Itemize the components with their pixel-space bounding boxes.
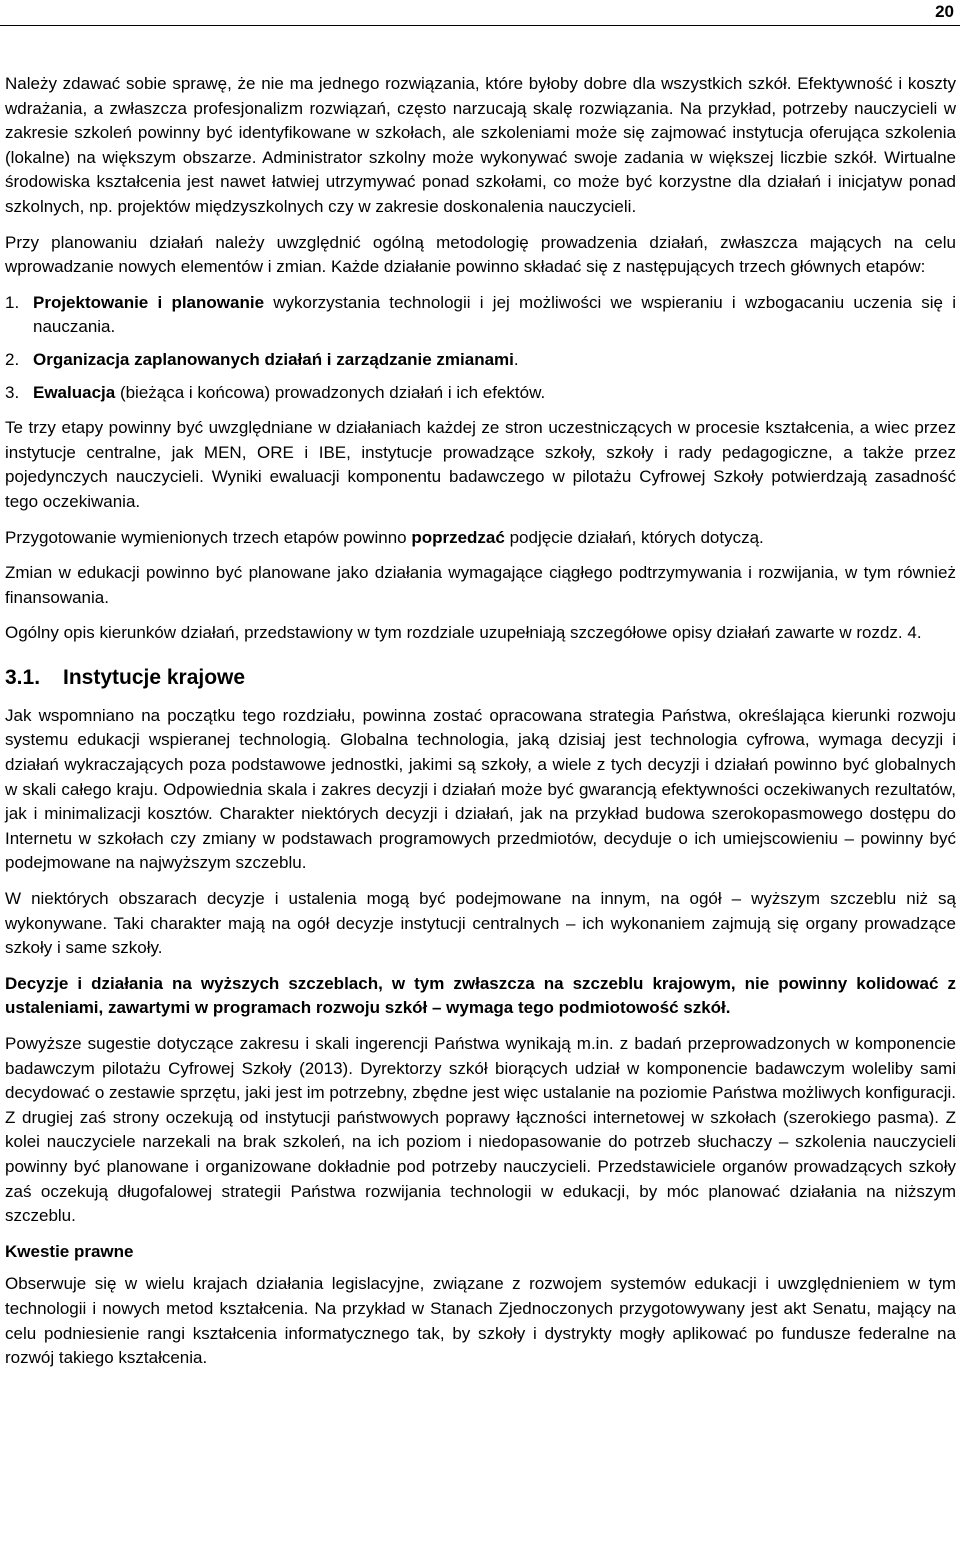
list-item (5, 291, 956, 340)
bold-statement: Decyzje i działania na wyższych szczeblach, w tym zwłaszcza na szczeblu krajowym, nie powinny kolidować z ustaleniami, zawartymi w programach rozwoju szkół – wymaga tego podmiotowość szkół. (5, 973, 956, 1018)
list-item-rest: . (513, 349, 519, 369)
section-paragraph-1: Jak wspomniano na początku tego rozdziału, powinna zostać opracowana strategia Państwa, określająca kierunki rozwoju systemu edukacji wspieranej technologią. Globalna technologia, jaką dzisiaj jest technologia cyfrowa, wymaga decyzji i działań wykraczających poza podstawowe jednostki, jakimi są szkoły, a wiele z tych decyzji i działań powinno być globalnych w skali całego kraju. Odpowiednia skala i zakres decyzji i działań może być gwarancją efektywności oczekiwanych rezultatów, jak i minimalizacji kosztów. Charakter niektórych decyzji i działań, jak na przykład budowa szerokopasmowego dostępu do Internetu w szkołach czy zmiany w podstawach programowych przedmiotów, decyduje o ich umiejscowieniu – powinny być podejmowane na najwyższym szczeblu. (5, 705, 956, 873)
list-item-text (33, 381, 956, 406)
section-paragraph-4: Powyższe sugestie dotyczące zakresu i skali ingerencji Państwa wynikają m.in. z badań przeprowadzonych w komponencie badawczym pilotażu Cyfrowej Szkoły (2013). Dyrektorzy szkół biorących udział w komponencie badawczym woleliby sami decydować o zestawie sprzętu, jaki jest im potrzebny, zbędne jest więc ustalanie na poziomie Państwa możliwych konfiguracji. Z drugiej zaś strony oczekują od instytucji państwowych poprawy łączności internetowej w szkołach (szerokiego pasma). Z kolei nauczyciele narzekali na brak szkoleń, na ich poziom i niedopasowanie do potrzeb słuchaczy – szkolenia nauczycieli powinny być planowane i organizowane dokładnie pod potrzeby nauczycieli. Przedstawiciele organów prowadzących szkoły zaś oczekują długofalowej strategii Państwa rozwijania technologii w edukacji, by móc planować działania na niższym szczeblu. (5, 1034, 956, 1226)
list-item (5, 348, 956, 373)
section-title: Instytucje krajowe (63, 665, 246, 689)
section-paragraph-3-bold (5, 972, 956, 1021)
paragraph-4-bold: poprzedzać (411, 527, 505, 547)
paragraph-1: Należy zdawać sobie sprawę, że nie ma jednego rozwiązania, które byłoby dobre dla wszystkich szkół. Efektywność i koszty wdrażania, a zwłaszcza profesjonalizm rozwiązań, często narzucają skalę rozwiązania. Na przykład, potrzeby nauczycieli w zakresie szkoleń powinny być identyfikowane w szkołach, ale szkoleniami może się zajmować instytucja oferująca szkolenia (lokalne) na większym obszarze. Administrator szkolny może wykonywać swoje zadania w większej liczbie szkół. Wirtualne środowiska kształcenia jest nawet łatwiej utrzymywać ponad szkołami, co może być korzystne dla działań i inicjatyw ponad szkolnych, np. projektów międzyszkolnych czy w zakresie doskonalenia nauczycieli. (5, 74, 956, 216)
list-item-number: 2. (5, 349, 20, 369)
paragraph-3: Te trzy etapy powinny być uwzględniane w działaniach każdej ze stron uczestniczących w procesie kształcenia, a wiec przez instytucje centralne, jak MEN, ORE i IBE, instytucje prowadzące szkoły, szkoły i rady pedagogiczne, a także przez pojedynczych nauczycieli. Wyniki ewaluacji komponentu badawczego w pilotażu Cyfrowej Szkoły potwierdzają zasadność tego oczekiwania. (5, 418, 956, 511)
list-item-number: 3. (5, 382, 20, 402)
section-paragraph-5: Obserwuje się w wielu krajach działania legislacyjne, związane z rozwojem systemów edukacji i uwzględnieniem w tym technologii i nowych metod kształcenia. Na przykład w Stanach Zjednoczonych przygotowywany jest akt Senatu, mający na celu podniesienie rangi kształcenia informatycznego tak, by szkoły i dystrykty mogły aplikować po fundusze federalne na rozwój takiego kształcenia. (5, 1274, 956, 1368)
page-number: 20 (935, 2, 954, 21)
subheading-legal: Kwestie prawne (5, 1241, 134, 1261)
stages-list (5, 291, 956, 405)
list-item (5, 381, 956, 406)
section-number: 3.1. (5, 665, 41, 689)
paragraph-6: Ogólny opis kierunków działań, przedstawiony w tym rozdziale uzupełniają szczegółowe opisy działań zawarte w rozdz. 4. (5, 623, 922, 643)
list-item-text (33, 348, 956, 373)
paragraph-4-pre: Przygotowanie wymienionych trzech etapów powinno (5, 527, 412, 547)
document-body (5, 72, 956, 1382)
list-item-number: 1. (5, 292, 20, 312)
list-item-bold: Projektowanie i planowanie (33, 292, 265, 312)
section-heading (5, 664, 956, 692)
paragraph-4-post: podjęcie działań, których dotyczą. (504, 527, 764, 547)
paragraph-4 (5, 526, 956, 551)
section-paragraph-2: W niektórych obszarach decyzje i ustalenia mogą być podejmowane na innym, na ogół – wyższym szczeblu niż są wykonywane. Taki charakter mają na ogół decyzje instytucji centralnych – ich wykonaniem zajmują się organy prowadzące szkoły i same szkoły. (5, 889, 956, 958)
paragraph-2: Przy planowaniu działań należy uwzględnić ogólną metodologię prowadzenia działań, zwłaszcza mających na celu wprowadzanie nowych elementów i zmian. Każde działanie powinno składać się z następujących trzech głównych etapów: (5, 232, 956, 277)
list-item-rest: (bieżąca i końcowa) prowadzonych działań i ich efektów. (115, 382, 546, 402)
list-item-rest: wykorzystania technologii i jej możliwości we wspieraniu i wzbogacaniu uczenia się i nauczania. (33, 292, 956, 337)
list-item-text (33, 291, 956, 340)
paragraph-5: Zmian w edukacji powinno być planowane jako działania wymagające ciągłego podtrzymywania i rozwijania, w tym również finansowania. (5, 563, 956, 607)
list-item-bold: Organizacja zaplanowanych działań i zarządzanie zmianami (33, 349, 514, 369)
list-item-bold: Ewaluacja (33, 382, 116, 402)
header-rule (0, 25, 960, 26)
